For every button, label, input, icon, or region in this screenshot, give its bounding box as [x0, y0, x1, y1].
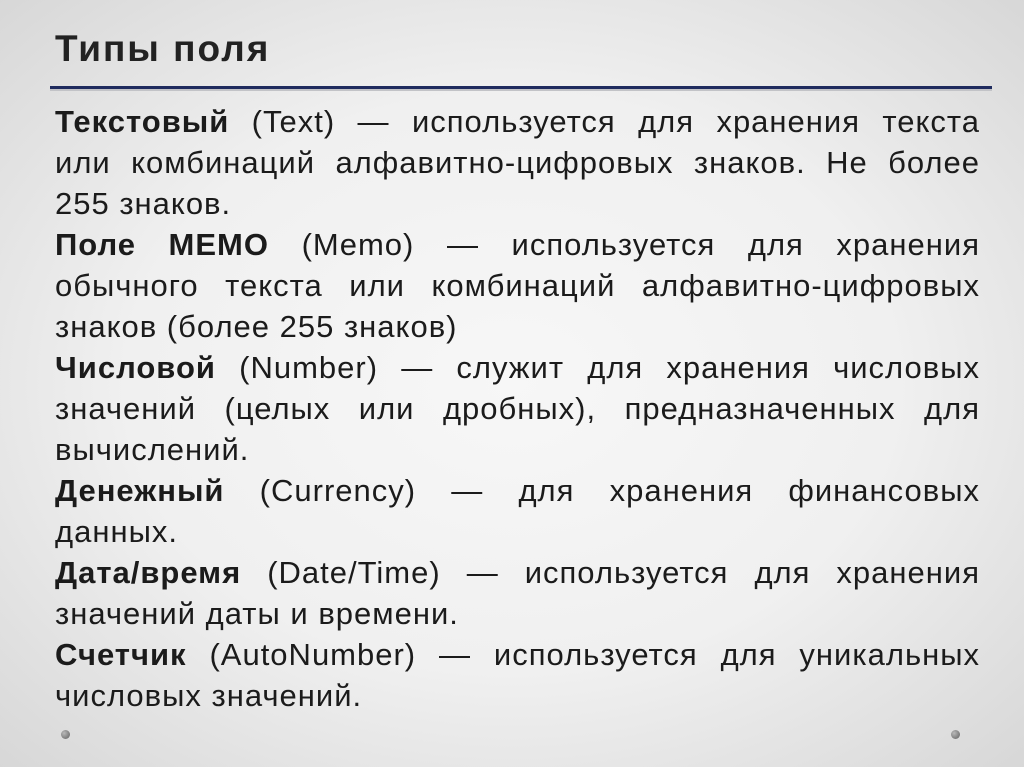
- description-line: [55, 634, 980, 675]
- description-line: [55, 224, 980, 265]
- field-type-text: [55, 101, 980, 224]
- field-type-currency: [55, 470, 980, 552]
- description-text: (Date/Time) — используется для хранения: [241, 555, 980, 590]
- description-line: данных.: [55, 514, 178, 549]
- description-text: (AutoNumber) — используется для уникальных: [186, 637, 980, 672]
- description-line: вычислений.: [55, 432, 250, 467]
- field-type-term: Счетчик: [55, 637, 187, 672]
- description-line: значений даты и времени.: [55, 596, 459, 631]
- field-type-term: Текстовый: [55, 104, 230, 139]
- description-line: [55, 347, 980, 388]
- title-underline-shadow: [50, 89, 992, 91]
- field-type-autonumber: [55, 634, 980, 716]
- description-line: 255 знаков.: [55, 186, 232, 221]
- field-type-term: Денежный: [55, 473, 225, 508]
- description-line: числовых значений.: [55, 678, 363, 713]
- field-type-term: Поле MEMO: [55, 227, 269, 262]
- description-line: знаков (более 255 знаков): [55, 309, 458, 344]
- field-type-number: [55, 347, 980, 470]
- field-type-memo: [55, 224, 980, 347]
- description-line: [55, 101, 980, 142]
- description-line: [55, 470, 980, 511]
- description-text: (Currency) — для хранения финансовых: [224, 473, 980, 508]
- field-type-term: Дата/время: [55, 555, 242, 590]
- description-text: (Number) — служит для хранения числовых: [215, 350, 980, 385]
- description-line: обычного текста или комбинаций алфавитно-цифровых: [55, 268, 980, 303]
- description-text: (Memo) — используется для хранения: [269, 227, 980, 262]
- description-text: (Text) — используется для хранения текста: [229, 104, 980, 139]
- description-line: или комбинаций алфавитно-цифровых знаков. Не более: [55, 145, 980, 180]
- description-line: [55, 552, 980, 593]
- field-type-datetime: [55, 552, 980, 634]
- field-type-term: Числовой: [55, 350, 216, 385]
- slide-corner-dot-left: [61, 730, 70, 739]
- slide-corner-dot-right: [951, 730, 960, 739]
- slide-body: [55, 101, 980, 716]
- slide-title: Типы поля: [55, 28, 271, 69]
- description-line: значений (целых или дробных), предназначенных для: [55, 391, 980, 426]
